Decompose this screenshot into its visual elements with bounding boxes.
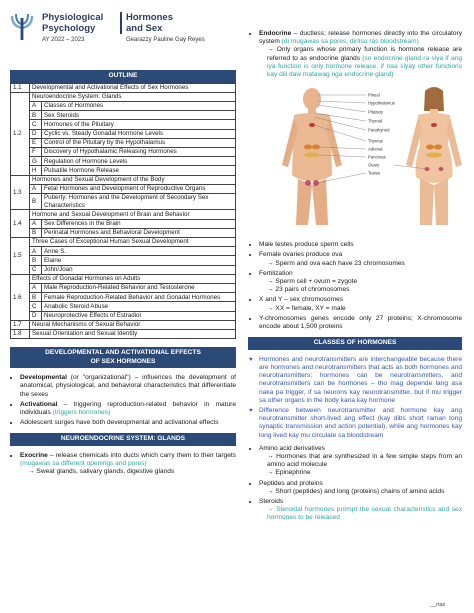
table-row [11,247,236,256]
figure-label: Adrenal [368,146,383,152]
table-row [11,166,236,175]
outline-letter: D [30,311,42,320]
outline-subtopic: Sex Differences in the Brain [42,219,236,228]
list-item: • Activational – triggering reproduction-related behavior in mature individuals (triggers hormones) [20,401,236,417]
endocrine-bullets [248,30,462,79]
table-row [11,219,236,228]
outline-number: 1.4 [11,210,30,238]
table-row [11,111,236,120]
table-row [11,157,236,166]
header-divider [120,12,122,34]
outline-number: 1.6 [11,274,30,320]
outline-table [10,83,236,340]
list-item: • Male testes produce sperm cells [259,241,462,249]
outline-subtopic: Sex Steroids [42,111,236,120]
table-row [11,101,236,110]
outline-subtopic: Perinatal Hormones and Behavioral Development [42,228,236,237]
table-row [11,228,236,237]
outline-letter: C [30,302,42,311]
list-item: • Adolescent surges have both developmental and activational effects [20,419,236,427]
list-item: • Amino acid derivatives → Hormones that are synthesized in a few simple steps from an amino acid molecule → Epinephrine [259,445,462,478]
list-item: • Fertilization → Sperm cell + ovum = zygote → 23 pairs of chromosomes [259,270,462,295]
endocrine-glands-figure [274,85,474,230]
outline-subtopic: Female Reproduction-Related Behavior and Gonadal Hormones [42,293,236,302]
dev-bullets [10,374,236,427]
outline-letter: C [30,265,42,274]
outline-letter: B [30,193,42,209]
list-item: • Exocrine – release chemicals into ducts which carry them to their targets (mugawas sa different openings and pores) → Sweat glands, salivary glands, digestive glands [20,452,236,477]
figure-label: Pineal [368,92,380,98]
section-dev-heading: DEVELOPMENTAL AND ACTIVATIONAL EFFECTS OF SEX HORMONES [10,347,236,368]
outline-subtopic: Fetal Hormones and Development of Reproductive Organs [42,184,236,193]
table-row [11,210,236,219]
outline-letter: D [30,129,42,138]
list-item: • Peptides and proteins → Short (peptides) and long (proteins) chains of amino acids [259,480,462,496]
list-item: • Y-chromosomes genes encode only 27 proteins; X-chromosome encode about 1,500 proteins [259,315,462,331]
table-row [11,237,236,246]
table-row [11,184,236,193]
figure-label: Pancreas [368,154,386,160]
document-header [8,10,240,50]
outline-number: 1.3 [11,175,30,210]
outline-number: 1.1 [11,83,30,92]
outline-subtopic: Elaine [42,256,236,265]
right-column [248,30,462,525]
outline-subtopic: Cyclic vs. Steady Gonadal Hormone Levels [42,129,236,138]
outline-heading: OUTLINE [10,70,236,83]
list-item: ♥ Hormones and neurotransmitters are interchangeable because there are hormones and neurotransmitters that acts as both hormones and neurotransmitters; hormones can be neurotransmitters, and neurotransmitters can be hormones – tho mag depende lang asa naka pa trigger, if sa neurons kay neurotransmitter, but if mu trigger sa other organs in the body kana kay hormone [259,356,462,405]
section-glands-heading: NEUROENDOCRINE SYSTEM: GLANDS [10,433,236,446]
outline-section-title: Hormones and Sexual Development of the Body [30,175,236,184]
outline-subtopic: Regulation of Hormone Levels [42,157,236,166]
table-row [11,92,236,101]
left-column [10,70,236,479]
outline-subtopic: Anabolic Steroid Abuse [42,302,236,311]
list-item: • Female ovaries produce ova → Sperm and ova each have 23 chromosomes [259,251,462,267]
topic-title: Hormones and Sex [126,12,173,34]
outline-section-title: Neural Mechanisms of Sexual Behavior [30,320,236,329]
outline-section-title: Developmental and Activational Effects of Sex Hormones [30,83,236,92]
outline-subtopic: Classes of Hormones [42,101,236,110]
outline-letter: B [30,228,42,237]
figure-label: Hypothalamus [368,100,395,106]
psychology-logo-icon [10,12,34,42]
list-item: • Steroids → Steroidal hormones prompt the sexual characteristics and sex hormones to be released [259,498,462,523]
outline-subtopic: Pulsatile Hormone Release [42,166,236,175]
reproduction-bullets [248,241,462,331]
outline-section-title: Effects of Gonadal Hormones on Adults [30,274,236,283]
table-row [11,311,236,320]
figure-label: Thymus [368,138,383,144]
author-name: Gearazzy Pauline Gay Reyes [126,37,205,43]
outline-letter: E [30,138,42,147]
table-row [11,329,236,338]
outline-letter: A [30,184,42,193]
figure-label: Ovary [368,162,380,168]
outline-section-title: Neuroendocrine System: Glands [30,92,236,101]
table-row [11,147,236,156]
outline-letter: B [30,293,42,302]
outline-section-title: Three Cases of Exceptional Human Sexual Development [30,237,236,246]
outline-letter: H [30,166,42,175]
table-row [11,175,236,184]
list-item: • X and Y – sex chromosomes → XX = female, XY = male [259,296,462,312]
outline-subtopic: Discovery of Hypothalamic Releasing Hormones [42,147,236,156]
table-row [11,283,236,292]
table-row [11,265,236,274]
figure-label: Thyroid [368,118,382,124]
academic-year: AY 2022 – 2023 [42,37,85,43]
outline-letter: A [30,247,42,256]
outline-letter: C [30,120,42,129]
figure-label: Testes [368,170,381,176]
outline-subtopic: Male Reproduction-Related Behavior and Testosterone [42,283,236,292]
list-item: • Endocrine – ductless; release hormones directly into the circulatory system (di mugawas sa pores, diritso ras bloodstream) → Only organs whose primary function is hormone release are referred to as endocrine glands (so endocrine gland ra siya if ang iya function is only hormone release, if naa siyay other functions kay dili daw matawag nga endocrine gland) [259,30,462,79]
outline-letter: B [30,256,42,265]
table-row [11,293,236,302]
list-item: ♥ Difference between neurotransmitter and hormone kay ang neurotransmitter short-lived ang effect (kay dibs short raman tong synaptic transmission and action potential), while ang hormones kay long lived kay mu circulate sa bloodstream [259,407,462,440]
outline-number: 1.7 [11,320,30,329]
outline-subtopic: Hormones of the Pituitary [42,120,236,129]
table-row [11,256,236,265]
course-title: Physiological Psychology [42,12,104,34]
outline-letter: A [30,101,42,110]
outline-subtopic: Control of the Pituitary by the Hypothalamus [42,138,236,147]
table-row [11,120,236,129]
outline-letter: A [30,219,42,228]
outline-letter: G [30,157,42,166]
classes-heading: CLASSES OF HORMONES [248,337,462,350]
outline-letter: A [30,283,42,292]
table-row [11,302,236,311]
figure-label: Parathyroid [368,127,390,133]
outline-section-title: Hormone and Sexual Development of Brain and Behavior [30,210,236,219]
outline-number: 1.8 [11,329,30,338]
outline-section-title: Sexual Orientation and Sexual Identity [30,329,236,338]
table-row [11,193,236,209]
glands-bullets [10,452,236,477]
list-item: • Developmental (or "organizational") – influences the development of anatomical, physiological, and behavioral characteristics that differentiate the sexes [20,374,236,399]
footer-signature: __rtaz [430,602,446,608]
outline-subtopic: Neuroprotective Effects of Estradiol [42,311,236,320]
outline-number: 1.5 [11,237,30,274]
table-row [11,129,236,138]
outline-subtopic: John/Joan [42,265,236,274]
figure-label: Pituitary [368,109,384,115]
outline-subtopic: Puberty: Hormones and the Development of Secondary Sex Characteristics [42,193,236,209]
table-row [11,320,236,329]
table-row [11,138,236,147]
outline-number: 1.2 [11,92,30,175]
outline-letter: B [30,111,42,120]
table-row [11,274,236,283]
classes-bullets [248,356,462,523]
outline-letter: F [30,147,42,156]
table-row [11,83,236,92]
outline-subtopic: Anne S. [42,247,236,256]
